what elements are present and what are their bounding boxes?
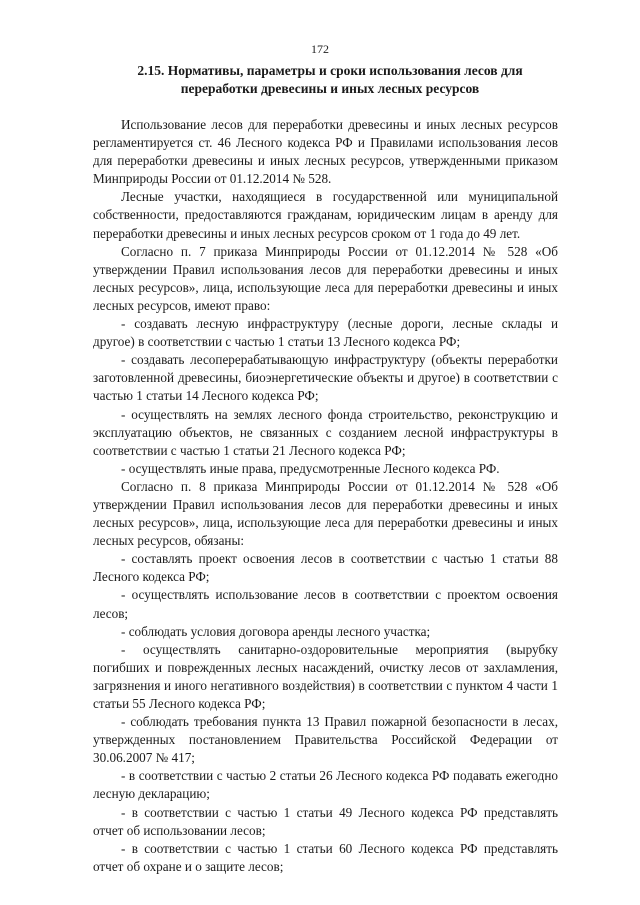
list-item: - в соответствии с частью 1 статьи 60 Лесного кодекса РФ представлять отчет об охране и о защите лесов; — [93, 840, 558, 874]
section-heading-line-2: переработки древесины и иных лесных ресурсов — [180, 81, 480, 96]
list-item: - осуществлять санитарно-оздоровительные мероприятия (вырубку погибших и поврежденных лесных насаждений, очистку лесов от захламления, загрязнения и иного негативного воздействия) в соответствии с пунктом 4 части 1 статьи 55 Лесного кодекса РФ; — [93, 641, 558, 711]
paragraph-obligations-intro: Согласно п. 8 приказа Минприроды России от 01.12.2014 № 528 «Об утверждении Правил использования лесов для переработки древесины и иных лесных ресурсов», лица, использующие леса для переработки древесины и иных лесных ресурсов, обязаны: — [93, 478, 558, 549]
list-item: - в соответствии с частью 2 статьи 26 Лесного кодекса РФ подавать ежегодно лесную декларацию; — [93, 768, 558, 802]
paragraph-lease-terms: Лесные участки, находящиеся в государственной или муниципальной собственности, предоставляются гражданам, юридическим лицам в аренду для переработки древесины и иных лесных ресурсов сроком от 1 года до 49 лет. — [93, 189, 558, 241]
list-item: - создавать лесную инфраструктуру (лесные дороги, лесные склады и другое) в соответствии с частью 1 статьи 13 Лесного кодекса РФ; — [93, 316, 558, 350]
section-heading-line-1: 2.15. Нормативы, параметры и сроки использования лесов для — [137, 63, 523, 78]
paragraph-intro: Использование лесов для переработки древесины и иных лесных ресурсов регламентируется ст. 46 Лесного кодекса РФ и Правилами использования лесов для переработки древесины и иных лесных ресурсов, утвержденными приказом Минприроды России от 01.12.2014 № 528. — [93, 117, 558, 187]
list-item: - соблюдать требования пункта 13 Правил пожарной безопасности в лесах, утвержденных постановлением Правительства Российской Федерации от 30.06.2007 № 417; — [93, 714, 558, 766]
list-item: - в соответствии с частью 1 статьи 49 Лесного кодекса РФ представлять отчет об использовании лесов; — [93, 804, 558, 838]
document-body — [93, 116, 558, 876]
list-item: - составлять проект освоения лесов в соответствии с частью 1 статьи 88 Лесного кодекса РФ; — [93, 551, 558, 585]
section-heading — [100, 62, 560, 98]
page-number: 172 — [311, 42, 329, 56]
list-item: - создавать лесоперерабатывающую инфраструктуру (объекты переработки заготовленной древесины, биоэнергетические объекты и другое) в соответствии с частью 1 статьи 14 Лесного кодекса РФ; — [93, 352, 558, 404]
list-item: - осуществлять на землях лесного фонда строительство, реконструкцию и эксплуатацию объектов, не связанных с созданием лесной инфраструктуры в соответствии с частью 1 статьи 21 Лесного кодекса РФ; — [93, 406, 558, 458]
list-item: - осуществлять иные права, предусмотренные Лесного кодекса РФ. — [121, 460, 500, 476]
list-item: - соблюдать условия договора аренды лесного участка; — [121, 623, 431, 639]
list-item: - осуществлять использование лесов в соответствии с проектом освоения лесов; — [93, 587, 558, 621]
paragraph-rights-intro: Согласно п. 7 приказа Минприроды России от 01.12.2014 № 528 «Об утверждении Правил использования лесов для переработки древесины и иных лесных ресурсов», лица, использующие леса для переработки древесины и иных лесных ресурсов, имеют право: — [93, 243, 558, 313]
